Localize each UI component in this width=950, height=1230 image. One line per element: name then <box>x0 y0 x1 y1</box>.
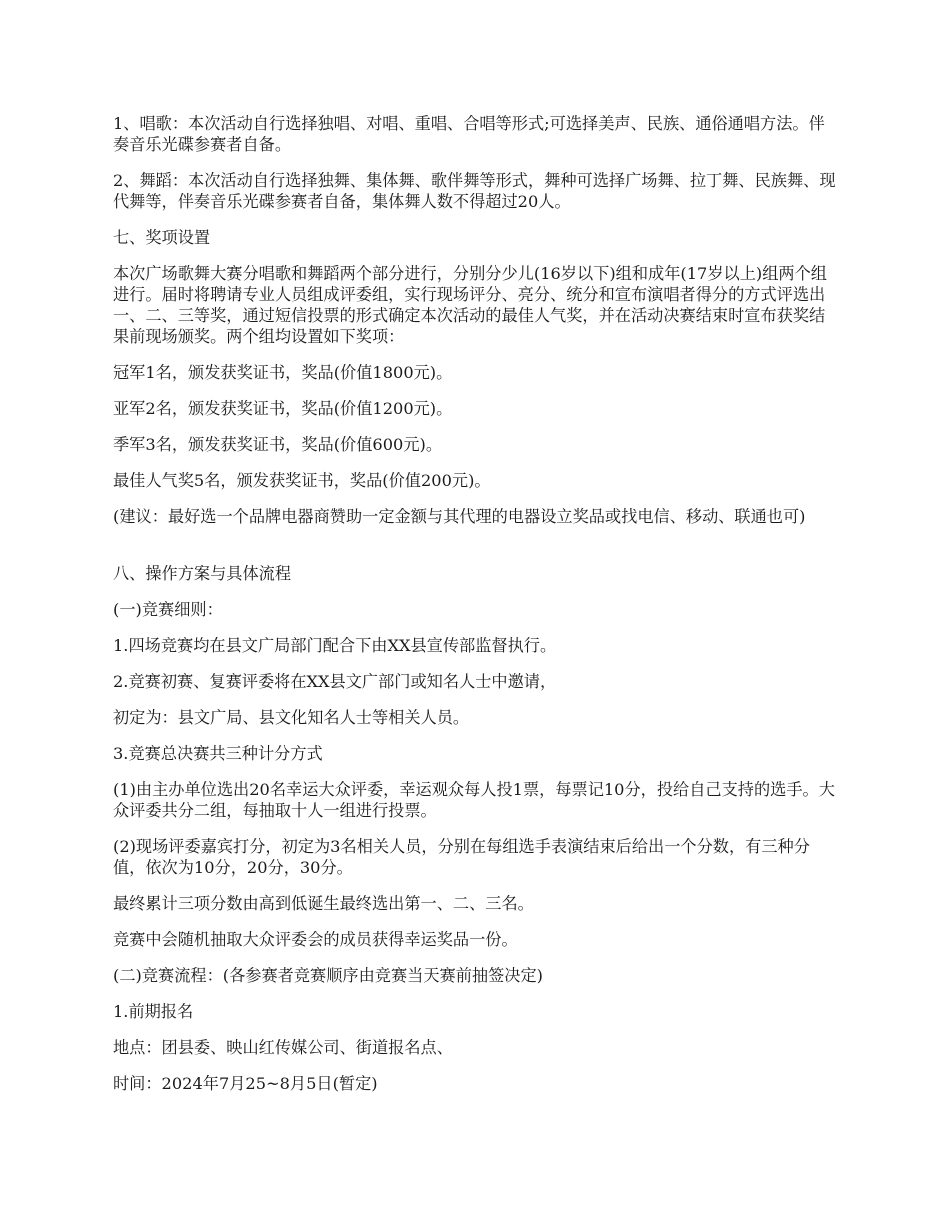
paragraph-sponsor-suggestion: (建议：最好选一个品牌电器商赞助一定金额与其代理的电器设立奖品或找电信、移动、联通也可) <box>113 507 806 526</box>
subheading-competition-rules: (一)竞赛细则： <box>113 600 223 619</box>
document-page <box>113 113 840 1109</box>
registration-location: 地点：团县委、映山红传媒公司、街道报名点、 <box>113 1038 453 1057</box>
award-champion: 冠军1名，颁发获奖证书，奖品(价值1800元)。 <box>113 363 453 382</box>
process-item-registration: 1.前期报名 <box>113 1002 194 1021</box>
registration-time: 时间：2024年7月25~8月5日(暂定) <box>113 1074 378 1093</box>
paragraph-awards-overview: 本次广场歌舞大赛分唱歌和舞蹈两个部分进行，分别分少儿(16岁以下)组和成年(17岁以上)组两个组进行。届时将聘请专业人员组成评委组，实行现场评分、亮分、统分和宣布演唱者得分的方式评选出一、二、三等奖，通过短信投票的形式确定本次活动的最佳人气奖，并在活动决赛结束时宣布获奖结果前现场颁奖。两个组均设置如下奖项： <box>113 264 827 346</box>
rule-item-3: 3.竞赛总决赛共三种计分方式 <box>113 744 323 763</box>
rule-item-2: 2.竞赛初赛、复赛评委将在XX县文广部门或知名人士中邀请， <box>113 672 557 691</box>
paragraph-final-ranking: 最终累计三项分数由高到低诞生最终选出第一、二、三名。 <box>113 894 534 913</box>
subheading-competition-process: (二)竞赛流程：(各参赛者竞赛顺序由竞赛当天赛前抽签决定) <box>113 966 543 985</box>
award-third-place: 季军3名，颁发获奖证书，奖品(价值600元)。 <box>113 435 443 454</box>
award-runner-up: 亚军2名，颁发获奖证书，奖品(价值1200元)。 <box>113 399 453 418</box>
rule-item-1: 1.四场竞赛均在县文广局部门配合下由XX县宣传部监督执行。 <box>113 636 557 655</box>
scoring-method-2: (2)现场评委嘉宾打分，初定为3名相关人员，分别在每组选手表演结束后给出一个分数，有三种分值，依次为10分，20分，30分。 <box>113 837 810 877</box>
section-heading-awards: 七、奖项设置 <box>113 228 211 247</box>
award-most-popular: 最佳人气奖5名，颁发获奖证书，奖品(价值200元)。 <box>113 471 491 490</box>
paragraph-singing-rules: 1、唱歌：本次活动自行选择独唱、对唱、重唱、合唱等形式;可选择美声、民族、通俗通唱方法。伴奏音乐光碟参赛者自备。 <box>113 114 825 154</box>
paragraph-dance-rules: 2、舞蹈：本次活动自行选择独舞、集体舞、歌伴舞等形式，舞种可选择广场舞、拉丁舞、民族舞、现代舞等，伴奏音乐光碟参赛者自备，集体舞人数不得超过20人。 <box>113 171 836 211</box>
paragraph-lucky-prize: 竞赛中会随机抽取大众评委会的成员获得幸运奖品一份。 <box>113 930 518 949</box>
rule-item-2-continued: 初定为：县文广局、县文化知名人士等相关人员。 <box>113 708 470 727</box>
scoring-method-1: (1)由主办单位选出20名幸运大众评委，幸运观众每人投1票，每票记10分，投给自己支持的选手。大众评委共分二组，每抽取十人一组进行投票。 <box>113 780 835 820</box>
section-heading-procedure: 八、操作方案与具体流程 <box>113 564 292 583</box>
